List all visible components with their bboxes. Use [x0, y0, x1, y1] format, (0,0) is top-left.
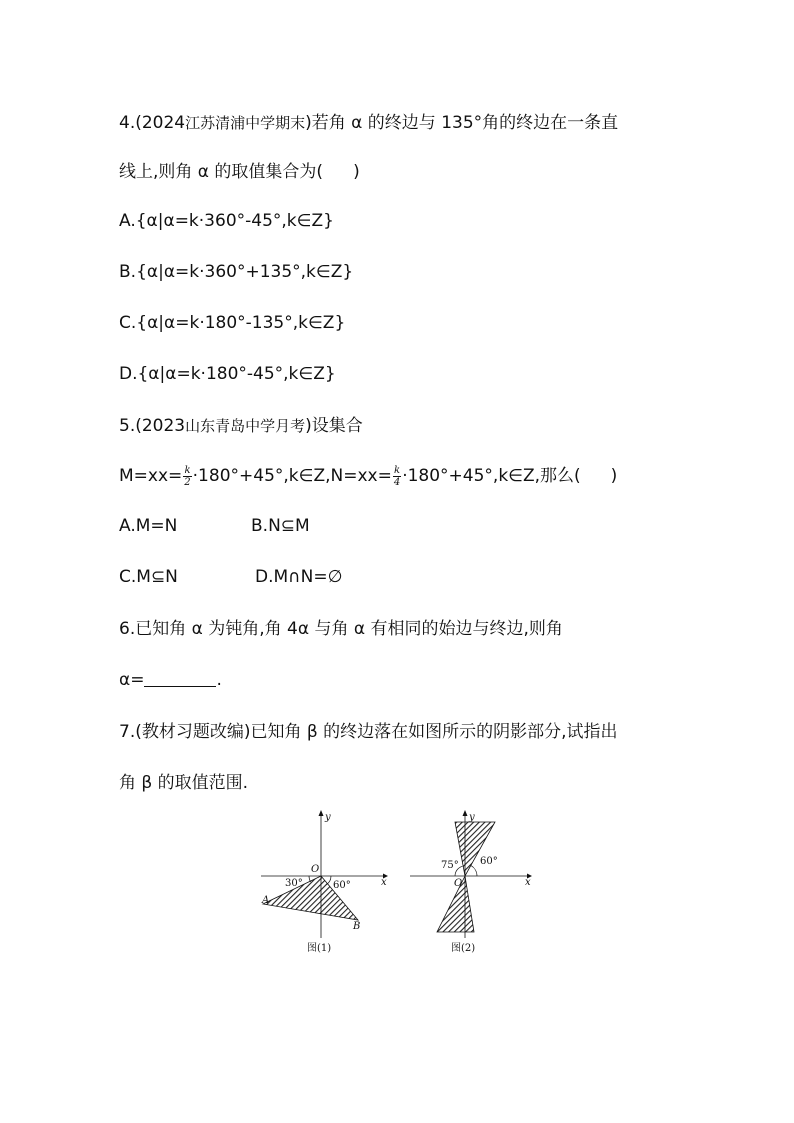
fraction-k-over-4: $\frac{k}{4}$ — [393, 464, 401, 488]
fig2-angle-75-label: 75° — [441, 860, 459, 871]
fig1-angle-30-label: 30° — [285, 878, 303, 889]
q4-option-c: C.{α|α=k·180°-135°,k∈Z} — [119, 313, 346, 333]
q6-line1: 6.已知角 α 为钝角,角 4α 与角 α 有相同的始边与终边,则角 — [119, 619, 563, 639]
fig1-angle-60-label: 60° — [333, 880, 351, 891]
q5-option-c: C.M⊆N — [119, 567, 178, 587]
fig2-angle-60-label: 60° — [480, 856, 498, 867]
fig1-y-label: y — [325, 812, 331, 823]
fig1-caption: 图(1) — [307, 943, 332, 954]
q5-line2: M=xx= $\frac{k}{2}$ ·180°+45°,k∈Z,N=xx= $\frac{k}{4}$ ·180°+45°,k∈Z,那么( ) — [119, 464, 618, 488]
fig2-y-label: y — [469, 812, 475, 823]
q5-line1: 5.(2023山东青岛中学月考)设集合 — [119, 416, 363, 436]
q4-option-b: B.{α|α=k·360°+135°,k∈Z} — [119, 262, 354, 282]
q7-line1: 7.(教材习题改编)已知角 β 的终边落在如图所示的阴影部分,试指出 — [119, 722, 618, 742]
fraction-k-over-2: $\frac{k}{2}$ — [184, 464, 191, 488]
fig1-point-b-label: B — [353, 921, 361, 932]
fig2-arc-60 — [471, 866, 477, 876]
fig1-x-label: x — [381, 877, 387, 888]
figures-svg — [255, 808, 545, 958]
q6-line2: α= . — [119, 670, 222, 690]
fig1-y-arrow — [319, 810, 324, 816]
q4-line1: 4.(2024江苏清浦中学期末)若角 α 的终边与 135°角的终边在一条直 — [119, 113, 619, 133]
q5-options-row2 — [119, 565, 342, 589]
fig2-y-arrow — [463, 810, 468, 816]
fig2-shaded-region-upper — [455, 822, 495, 876]
fig1-arc-30 — [309, 876, 311, 882]
q5-source: 山东青岛中学月考 — [185, 417, 306, 435]
angle-figures — [255, 808, 545, 958]
q5-option-d: D.M∩N=∅ — [255, 567, 343, 587]
q5-options-row1 — [119, 514, 310, 538]
answer-blank — [144, 670, 216, 687]
q5-option-a: A.M=N — [119, 516, 178, 536]
q7-line2: 角 β 的取值范围. — [119, 773, 249, 793]
q4-line2: 线上,则角 α 的取值集合为( ) — [119, 162, 360, 182]
q5-option-b: B.N⊆M — [251, 516, 310, 536]
q4-option-d: D.{α|α=k·180°-45°,k∈Z} — [119, 364, 336, 384]
fig2-caption: 图(2) — [451, 943, 476, 954]
q4-option-a: A.{α|α=k·360°-45°,k∈Z} — [119, 211, 334, 231]
q4-source: 江苏清浦中学期末 — [185, 114, 306, 132]
figure-2 — [410, 810, 532, 954]
fig2-origin-label: O — [454, 878, 463, 889]
fig1-origin-label: O — [311, 864, 320, 875]
fig2-x-label: x — [525, 877, 531, 888]
figure-1 — [261, 810, 388, 954]
fig1-point-a-label: A — [262, 895, 270, 906]
